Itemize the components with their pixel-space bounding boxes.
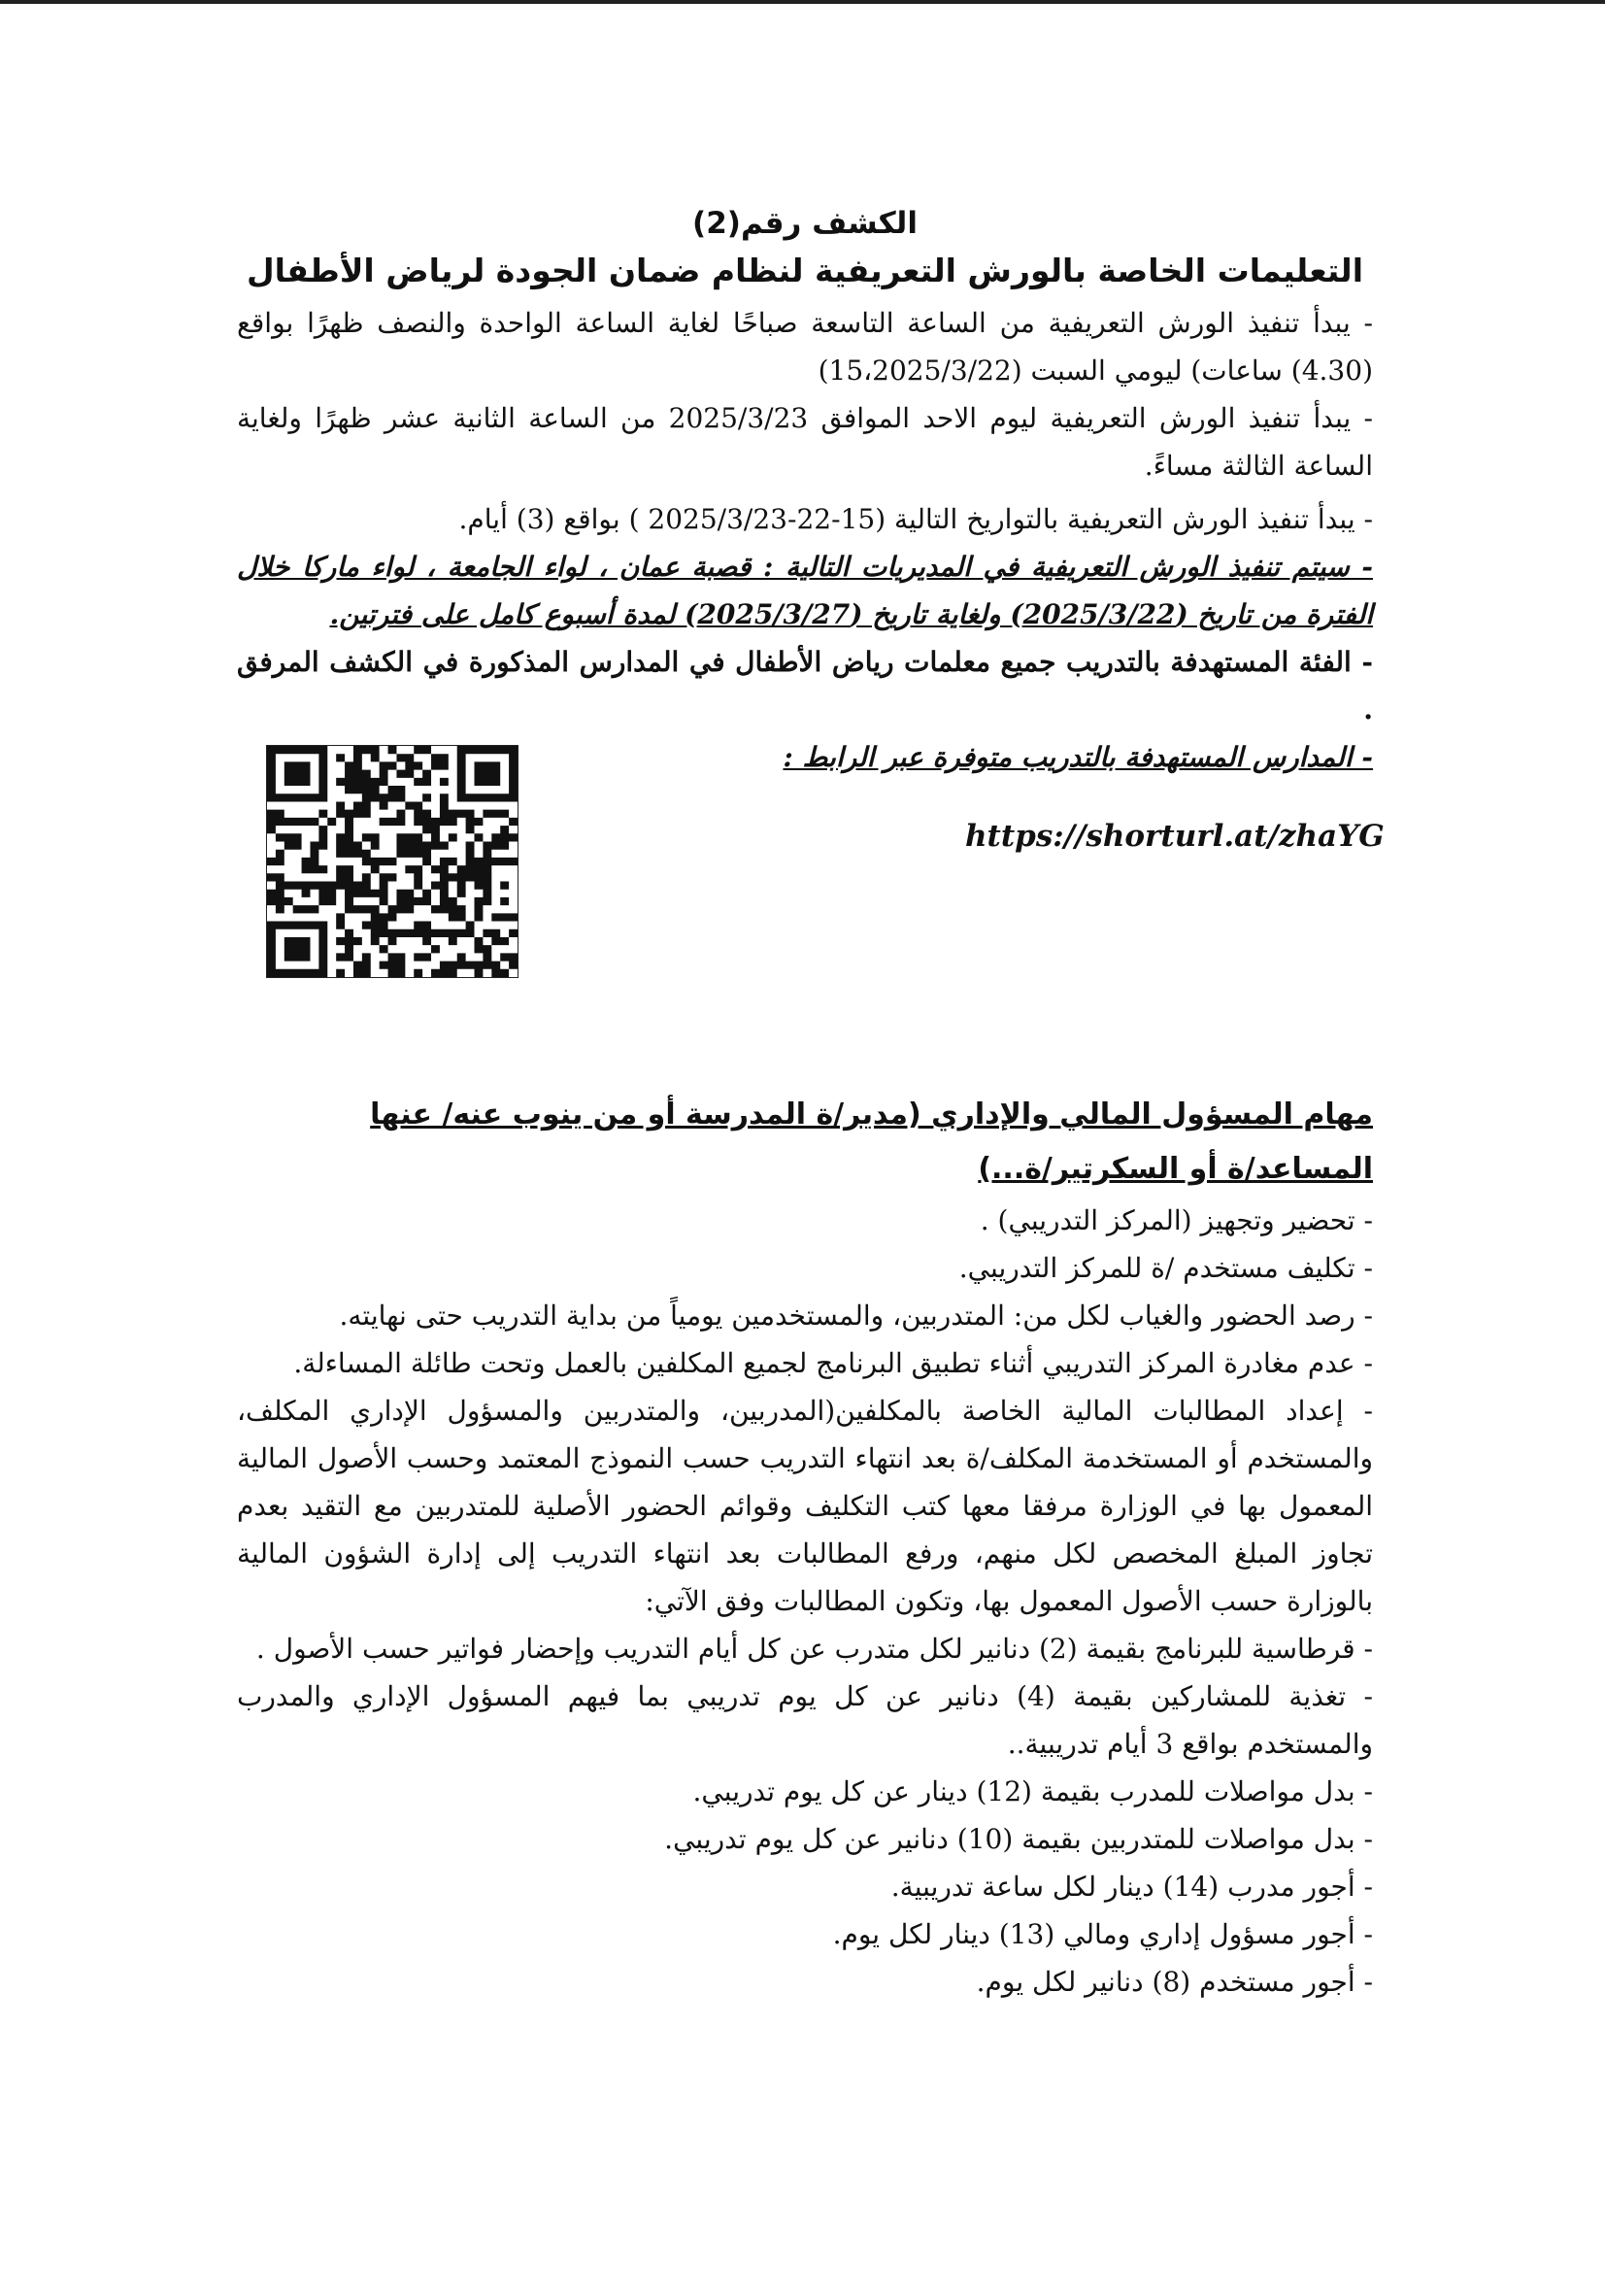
schools-link-url-box bbox=[965, 814, 1385, 859]
qr-code-icon[interactable] bbox=[266, 745, 518, 978]
task-item: - رصد الحضور والغياب لكل من: المتدربين، والمستخدمين يومياً من بداية التدريب حتى نهايته. bbox=[339, 1300, 1373, 1332]
task-item: - أجور مدرب (14) دينار لكل ساعة تدريبية. bbox=[890, 1871, 1373, 1903]
section-heading: مهام المسؤول المالي والإداري (مدير/ة المدرسة أو من ينوب عنه/ عنها المساعد/ة أو السكرتير/ة...) bbox=[370, 1097, 1373, 1186]
scan-edge-line bbox=[0, 0, 1605, 4]
qr-code-graphic bbox=[267, 746, 518, 977]
instruction-4-directorates: - سيتم تنفيذ الورش التعريفية في المديريات التالية : قصبة عمان ، لواء الجامعة ، لواء ماركا خلال الفترة من تاريخ (2025/3/22) ولغاية تاريخ (2025/3/27) لمدة أسبوع كامل على فترتين. bbox=[237, 551, 1373, 630]
schools-link-url[interactable]: https://shorturl.at/zhaYG bbox=[965, 819, 1385, 854]
task-item: - إعداد المطالبات المالية الخاصة بالمكلفين(المدربين، والمتدربين والمسؤول الإداري المكلف، والمستخدم أو المستخدمة المكلف/ة بعد انتهاء التدريب حسب النموذج المعتمد وحسب الأصول المالية المعمول بها في الوزارة مرفقا معها كتب التكليف وقوائم الحضور الأصلية للمتدربين مع التقيد بعدم تجاوز المبلغ المخصص لكل منهم، ورفع المطالبات بعد انتهاء التدريب إلى إدارة الشؤون المالية بالوزارة حسب الأصول المعمول بها، وتكون المطالبات وفق الآتي: bbox=[237, 1395, 1373, 1617]
task-item: - أجور مسؤول إداري ومالي (13) دينار لكل يوم. bbox=[832, 1918, 1373, 1950]
report-number: الكشف رقم(2) bbox=[692, 206, 918, 241]
task-item: - قرطاسية للبرنامج بقيمة (2) دنانير لكل متدرب عن كل أيام التدريب وإحضار فواتير حسب الأصول . bbox=[255, 1633, 1373, 1665]
instruction-5-target-group: - الفئة المستهدفة بالتدريب جميع معلمات رياض الأطفال في المدارس المذكورة في الكشف المرفق . bbox=[237, 646, 1373, 726]
instruction-3: - يبدأ تنفيذ الورش التعريفية بالتواريخ التالية (15-22-2025/3/23 ) بواقع (3) أيام. bbox=[458, 503, 1373, 535]
document-body bbox=[237, 200, 1373, 2006]
task-item: - أجور مستخدم (8) دنانير لكل يوم. bbox=[976, 1966, 1373, 1998]
task-item: - عدم مغادرة المركز التدريبي أثناء تطبيق البرنامج لجميع المكلفين بالعمل وتحت طائلة المساءلة. bbox=[293, 1347, 1373, 1379]
task-item: - تحضير وتجهيز (المركز التدريبي) . bbox=[980, 1204, 1373, 1236]
instruction-2: - يبدأ تنفيذ الورش التعريفية ليوم الاحد الموافق 2025/3/23 من الساعة الثانية عشر ظهرًا ولغاية الساعة الثالثة مساءً. bbox=[237, 402, 1374, 482]
instruction-1: - يبدأ تنفيذ الورش التعريفية من الساعة التاسعة صباحًا لغاية الساعة الواحدة والنصف ظهرًا بواقع (4.30) ساعات) ليومي السبت (15،2025/3/22) bbox=[237, 307, 1373, 387]
task-item: - تكليف مستخدم /ة للمركز التدريبي. bbox=[958, 1252, 1373, 1284]
document-title: التعليمات الخاصة بالورش التعريفية لنظام ضمان الجودة لرياض الأطفال bbox=[246, 252, 1364, 289]
task-item: - تغذية للمشاركين بقيمة (4) دنانير عن كل يوم تدريبي بما فيهم المسؤول الإداري والمدرب والمستخدم بواقع 3 أيام تدريبية.. bbox=[237, 1680, 1373, 1760]
task-item: - بدل مواصلات للمتدربين بقيمة (10) دنانير عن كل يوم تدريبي. bbox=[664, 1823, 1373, 1855]
instruction-6-schools-link: - المدارس المستهدفة بالتدريب متوفرة عبر الرابط : bbox=[783, 741, 1373, 773]
task-item: - بدل مواصلات للمدرب بقيمة (12) دينار عن كل يوم تدريبي. bbox=[692, 1775, 1373, 1807]
